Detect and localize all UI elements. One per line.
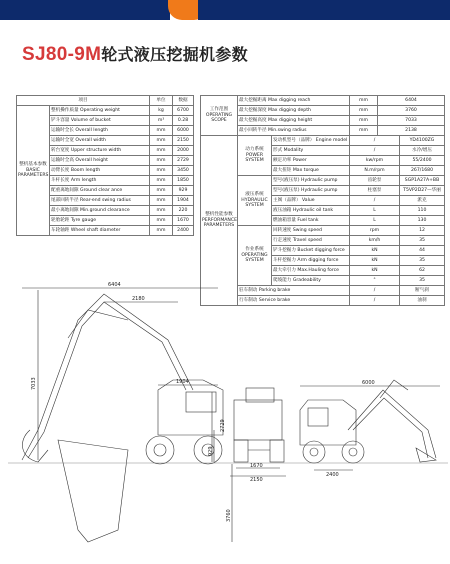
page-title: SJ80-9M轮式液压挖掘机参数 — [22, 44, 248, 65]
row-unit: ° — [350, 276, 400, 286]
row-value: 断气刹 — [400, 286, 445, 296]
row-value: 派克 — [400, 196, 445, 206]
row-label: 轮胎轮距 Tyre gauge — [50, 216, 150, 226]
row-unit: kN — [350, 266, 400, 276]
row-value: 35 — [400, 276, 445, 286]
operating-sub-label-cn: 作业系统 — [245, 247, 264, 253]
front-view-excavator — [234, 388, 284, 462]
row-value: 929 — [173, 186, 194, 196]
row-value: 1670 — [173, 216, 194, 226]
hydraulic-sub-label-cn: 液压系统 — [245, 192, 264, 198]
row-unit: N.m/rpm — [350, 166, 400, 176]
row-value: 0.28 — [173, 116, 194, 126]
dim-depth: 3760 — [226, 509, 232, 522]
row-value: 220 — [173, 206, 194, 216]
row-unit: kg — [150, 106, 173, 116]
top-banner-right — [198, 0, 450, 20]
row-unit: / — [350, 146, 400, 156]
basic-group-label-en1: BASIC — [26, 167, 40, 173]
row-unit: mm — [150, 206, 173, 216]
row-label: 发动机型号（品牌） Engine model — [272, 136, 350, 146]
row-label: 行车制动 Service brake — [238, 296, 350, 306]
operating-sub-label-en1: OPERATING — [241, 252, 268, 258]
dim-height: 7033 — [31, 377, 37, 390]
row-label: 型号(液压泵) Hydraulic pump — [272, 176, 350, 186]
row-unit: kN — [350, 256, 400, 266]
transport-view-excavator — [300, 380, 436, 463]
row-value: 3450 — [173, 166, 194, 176]
row-unit: rpm — [350, 226, 400, 236]
row-value: 35 — [400, 236, 445, 246]
scope-group-label — [201, 96, 238, 136]
row-value: 35 — [400, 256, 445, 266]
row-label: 最大挖掘高度 Max digging height — [238, 116, 350, 126]
scope-group-label-cn: 工作范围 — [209, 107, 229, 113]
dim-2180: 2180 — [132, 296, 145, 302]
hydraulic-sub-label-en1: HYDRAULIC — [241, 197, 268, 203]
row-value: 2729 — [173, 156, 194, 166]
row-value: 6700 — [173, 106, 194, 116]
hydraulic-sub-label-en2: SYSTEM — [245, 203, 264, 209]
row-unit: L — [350, 206, 400, 216]
dimension-drawings — [8, 280, 448, 560]
row-value: 水冷/增压 — [400, 146, 445, 156]
row-unit: mm — [150, 126, 173, 136]
row-label: 额定功率 Power — [272, 156, 350, 166]
dim-wheelbase: 2400 — [326, 472, 339, 478]
row-label: 运输时全宽 Overall width — [50, 136, 150, 146]
row-value: 12 — [400, 226, 445, 236]
table-row — [201, 136, 445, 146]
row-value: 62 — [400, 266, 445, 276]
row-unit: mm — [350, 116, 378, 126]
perf-group-label-cn: 整机性能参数 — [205, 212, 233, 218]
row-label: 铲斗挖掘力 Bucket digging force — [272, 246, 350, 256]
row-value: 2138 — [378, 126, 445, 136]
row-unit: mm — [150, 226, 173, 236]
dim-swing-radius: 1904 — [176, 379, 189, 385]
power-sub-label — [238, 136, 272, 176]
row-value: 1904 — [173, 196, 194, 206]
row-value: 6404 — [378, 96, 445, 106]
row-unit: kw/rpm — [350, 156, 400, 166]
operating-sub-label-en2: SYSTEM — [245, 258, 264, 264]
row-unit: mm — [150, 146, 173, 156]
row-unit: / — [350, 196, 400, 206]
row-unit: / — [350, 286, 400, 296]
row-label: 尾部回转半径 Rear-end swing radius — [50, 196, 150, 206]
row-label: 型号(液压泵) Hydraulic pump — [272, 186, 350, 196]
row-value: T5VP2D27—华丽 — [400, 186, 445, 196]
table-row — [201, 96, 445, 106]
hydraulic-sub-label — [238, 176, 272, 226]
row-value: 110 — [400, 206, 445, 216]
row-value: 6000 — [173, 126, 194, 136]
row-unit: mm — [350, 106, 378, 116]
row-label: 运输时全高 Overall height — [50, 156, 150, 166]
basic-group-label — [17, 106, 50, 236]
row-unit: mm — [150, 136, 173, 146]
row-unit: / — [350, 136, 400, 146]
perf-group-label-en2: PARAMETERS — [203, 223, 235, 229]
row-label: 行走速度 Travel speed — [272, 236, 350, 246]
row-unit: mm — [150, 186, 173, 196]
basic-group-label-cn: 整机基本参数 — [19, 162, 47, 168]
table-row — [17, 106, 194, 116]
row-value: 1850 — [173, 176, 194, 186]
row-label: 最大挖掘深度 Max digging depth — [238, 106, 350, 116]
row-value: SGP1A27A+BB — [400, 176, 445, 186]
row-label: 车轮轴距 Wheel shaft diameter — [50, 226, 150, 236]
row-value: 267/1680 — [400, 166, 445, 176]
row-value: 油刹 — [400, 296, 445, 306]
row-label: 运输时全长 Overall length — [50, 126, 150, 136]
row-value: 130 — [400, 216, 445, 226]
row-label: 形式 Modality — [272, 146, 350, 156]
power-sub-label-cn: 动力系统 — [245, 147, 264, 153]
row-value: 2150 — [173, 136, 194, 146]
operating-sub-label — [238, 226, 272, 286]
row-unit: L — [350, 216, 400, 226]
perf-group-label-en1: PERFORMANCE — [202, 217, 237, 223]
row-unit: 柱塞泵 — [350, 186, 400, 196]
row-value: 7033 — [378, 116, 445, 126]
row-label: 最小离地间隙 Min.ground clearance — [50, 206, 150, 216]
row-value: YD4100ZG — [400, 136, 445, 146]
header-value: 数据 — [173, 96, 194, 106]
dim-width: 2150 — [250, 477, 263, 483]
table-row — [201, 226, 445, 236]
row-label: 配重离地间隙 Ground clear ance — [50, 186, 150, 196]
row-label: 最大挖掘距离 Max digging reach — [238, 96, 350, 106]
row-value: 2000 — [173, 146, 194, 156]
row-unit: mm — [150, 176, 173, 186]
row-value: 2400 — [173, 226, 194, 236]
side-view-excavator — [22, 294, 223, 542]
row-label: 最小回转半径 Min.swing radius — [238, 126, 350, 136]
basic-parameters-table — [16, 95, 194, 236]
table-row — [201, 106, 445, 116]
row-value: 55/2400 — [400, 156, 445, 166]
table-row — [201, 126, 445, 136]
row-unit: km/h — [350, 236, 400, 246]
row-label: 最大牵引力 Max.Hauling force — [272, 266, 350, 276]
row-value: 44 — [400, 246, 445, 256]
row-label: 转台宽度 Upper structure width — [50, 146, 150, 156]
row-unit: mm — [150, 166, 173, 176]
performance-parameters-table — [200, 95, 445, 306]
row-label: 斗杆挖掘力 Arm digging force — [272, 256, 350, 266]
row-unit: mm — [350, 126, 378, 136]
power-sub-label-en2: SYSTEM — [245, 158, 264, 164]
scope-group-label-en1: OPERATING — [205, 112, 233, 118]
table-row — [201, 116, 445, 126]
basic-group-label-en2: PARAMETERS — [18, 173, 49, 179]
header-item: 项目 — [17, 96, 150, 106]
row-label: 爬坡能力 Gradeability — [272, 276, 350, 286]
dim-2729: 2729 — [220, 419, 226, 432]
row-unit: mm — [150, 196, 173, 206]
row-unit: mm — [150, 156, 173, 166]
dim-length: 6000 — [362, 380, 375, 386]
row-label: 液压油箱 Hydraulic oil tank — [272, 206, 350, 216]
row-label: 斗杆长度 Arm length — [50, 176, 150, 186]
row-unit: kN — [350, 246, 400, 256]
row-label: 动臂长度 Boom length — [50, 166, 150, 176]
row-unit: mm — [150, 216, 173, 226]
dim-reach: 6404 — [108, 282, 121, 288]
dim-929: 929 — [208, 446, 214, 456]
row-label: 主阀（品牌） Value — [272, 196, 350, 206]
power-sub-label-en1: POWER — [245, 152, 264, 158]
row-label: 驻车制动 Parking brake — [238, 286, 350, 296]
dim-gauge: 1670 — [250, 463, 263, 469]
row-label: 回转速度 Swing speed — [272, 226, 350, 236]
row-unit: 齿轮泵 — [350, 176, 400, 186]
row-label: 铲斗容量 Volume of bucket — [50, 116, 150, 126]
row-unit: mm — [350, 96, 378, 106]
row-label: 燃油箱容量 Fuel tank — [272, 216, 350, 226]
header-unit: 单位 — [150, 96, 173, 106]
row-value: 3760 — [378, 106, 445, 116]
row-unit: m³ — [150, 116, 173, 126]
top-banner-left — [0, 0, 170, 20]
row-label: 整机操作质量 Operating weight — [50, 106, 150, 116]
scope-group-label-en2: SCOPE — [211, 118, 227, 124]
row-label: 最大扭矩 Max torque — [272, 166, 350, 176]
row-unit: / — [350, 296, 400, 306]
table-row — [201, 176, 445, 186]
